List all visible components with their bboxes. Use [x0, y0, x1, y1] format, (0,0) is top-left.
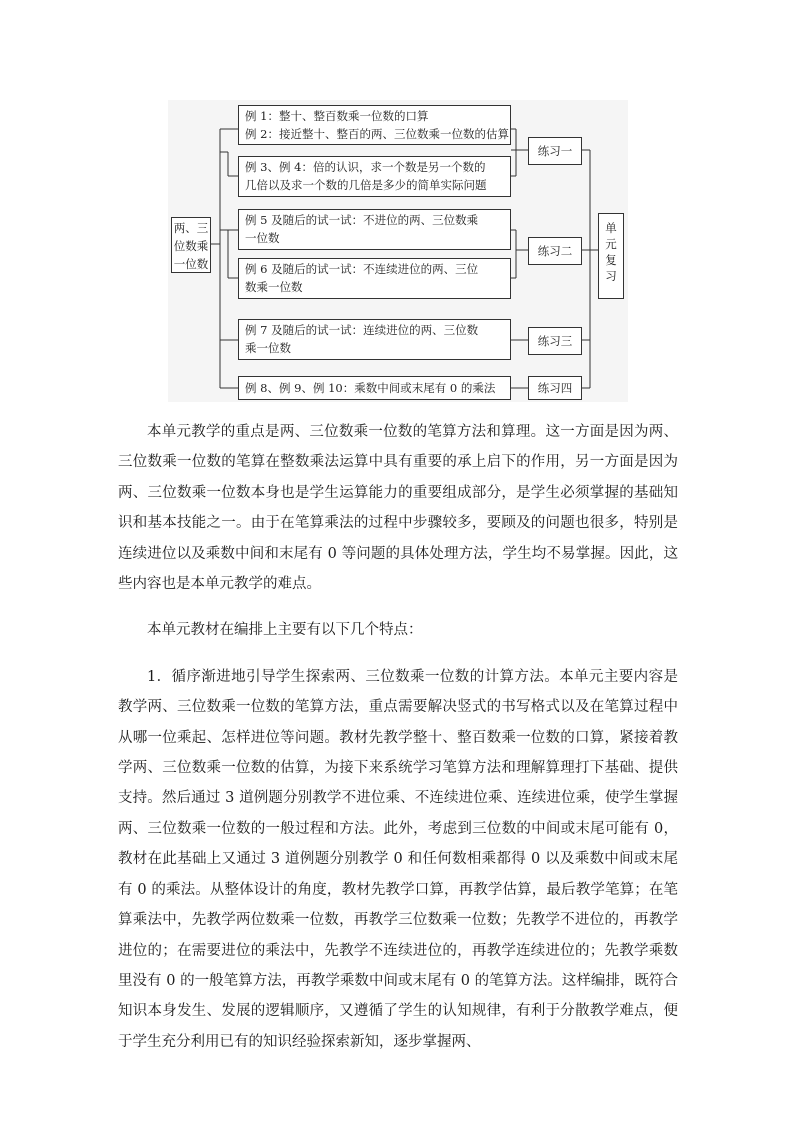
practice-label: 练习二 — [537, 244, 573, 258]
review-char: 单 — [605, 221, 617, 235]
practice-label: 练习三 — [537, 334, 573, 348]
practice-label: 练习一 — [537, 144, 573, 158]
unit-structure-diagram — [168, 100, 628, 402]
body-text — [118, 417, 678, 1057]
example-box — [238, 319, 511, 360]
topic-line: 两、三 — [173, 221, 209, 235]
example-line: 例 1：整十、整百数乘一位数的口算 — [245, 109, 429, 123]
example-line: 几倍以及求一个数的几倍是多少的简单实际问题 — [245, 178, 487, 192]
example-box — [238, 258, 511, 299]
example-line: 例 5 及随后的试一试：不进位的两、三位数乘 — [245, 213, 479, 227]
example-line: 一位数 — [245, 231, 280, 245]
practice-box — [528, 237, 582, 265]
paragraph: 本单元教材在编排上主要有以下几个特点： — [147, 622, 423, 639]
example-line: 例 8、例 9、例 10：乘数中间或末尾有 0 的乘法 — [245, 381, 496, 395]
paragraph: 1．循序渐进地引导学生探索两、三位数乘一位数的计算方法。本单元主要内容是教学两、三位数乘一位数的笔算方法，重点需要解决竖式的书写格式以及在笔算过程中从哪一位乘起、怎样进位等问题。教材先教学整十、整百数乘一位数的口算，紧接着教学两、三位数乘一位数的估算，为接下来系统学习笔算方法和理解算理打下基础、提供支持。然后通过 3 道例题分别教学不进位乘、不连续进位乘、连续进位乘，使学生掌握两、三位数乘一位数的一般过程和方法。此外，考虑到三位数的中间或末尾可能有 0，教材在此基础上又通过 3 道例题分别教学 0 和任何数相乘都得 0 以及乘数中间或末尾有 0 的乘法。从整体设计的角度，教材先教学口算，再教学估算，最后教学笔算；在笔算乘法中，先教学两位数乘一位数，再教学三位数乘一位数；先教学不进位的，再教学进位的；在需要进位的乘法中，先教学不连续进位的，再教学连续进位的；先教学乘数里没有 0 的一般笔算方法，再教学乘数中间或末尾有 0 的笔算方法。这样编排，既符合知识本身发生、发展的逻辑顺序，又遵循了学生的认知规律，有利于分散教学难点，便于学生充分利用已有的知识经验探索新知，逐步掌握两、 — [118, 668, 678, 1050]
example-line: 例 7 及随后的试一试：连续进位的两、三位数 — [245, 323, 479, 337]
unit-review-box — [598, 213, 624, 299]
example-line: 例 6 及随后的试一试：不连续进位的两、三位 — [245, 262, 479, 276]
review-char: 复 — [605, 253, 617, 267]
example-box — [238, 156, 511, 197]
example-box — [238, 376, 511, 400]
example-line: 例 2：接近整十、整百的两、三位数乘一位数的估算 — [245, 127, 509, 141]
practice-box — [528, 327, 582, 355]
practice-label: 练习四 — [537, 381, 573, 395]
example-line: 例 3、例 4：倍的认识，求一个数是另一个数的 — [245, 160, 486, 174]
topic-box — [171, 217, 211, 273]
paragraph: 本单元教学的重点是两、三位数乘一位数的笔算方法和算理。这一方面是因为两、三位数乘一位数的笔算在整数乘法运算中具有重要的承上启下的作用，另一方面是因为两、三位数乘一位数本身也是学生运算能力的重要组成部分，是学生必须掌握的基础知识和基本技能之一。由于在笔算乘法的过程中步骤较多，要顾及的问题也很多，特别是连续进位以及乘数中间和末尾有 0 等问题的具体处理方法，学生均不易掌握。因此，这些内容也是本单元教学的难点。 — [118, 424, 678, 593]
example-line: 乘一位数 — [245, 341, 291, 355]
topic-line: 一位数 — [173, 257, 209, 271]
practice-box — [528, 376, 582, 400]
review-char: 习 — [605, 269, 617, 283]
topic-line: 位数乘 — [173, 239, 209, 253]
example-box — [238, 105, 511, 145]
review-char: 元 — [605, 237, 617, 251]
example-line: 数乘一位数 — [245, 280, 303, 294]
practice-box — [528, 137, 582, 165]
example-box — [238, 209, 511, 250]
